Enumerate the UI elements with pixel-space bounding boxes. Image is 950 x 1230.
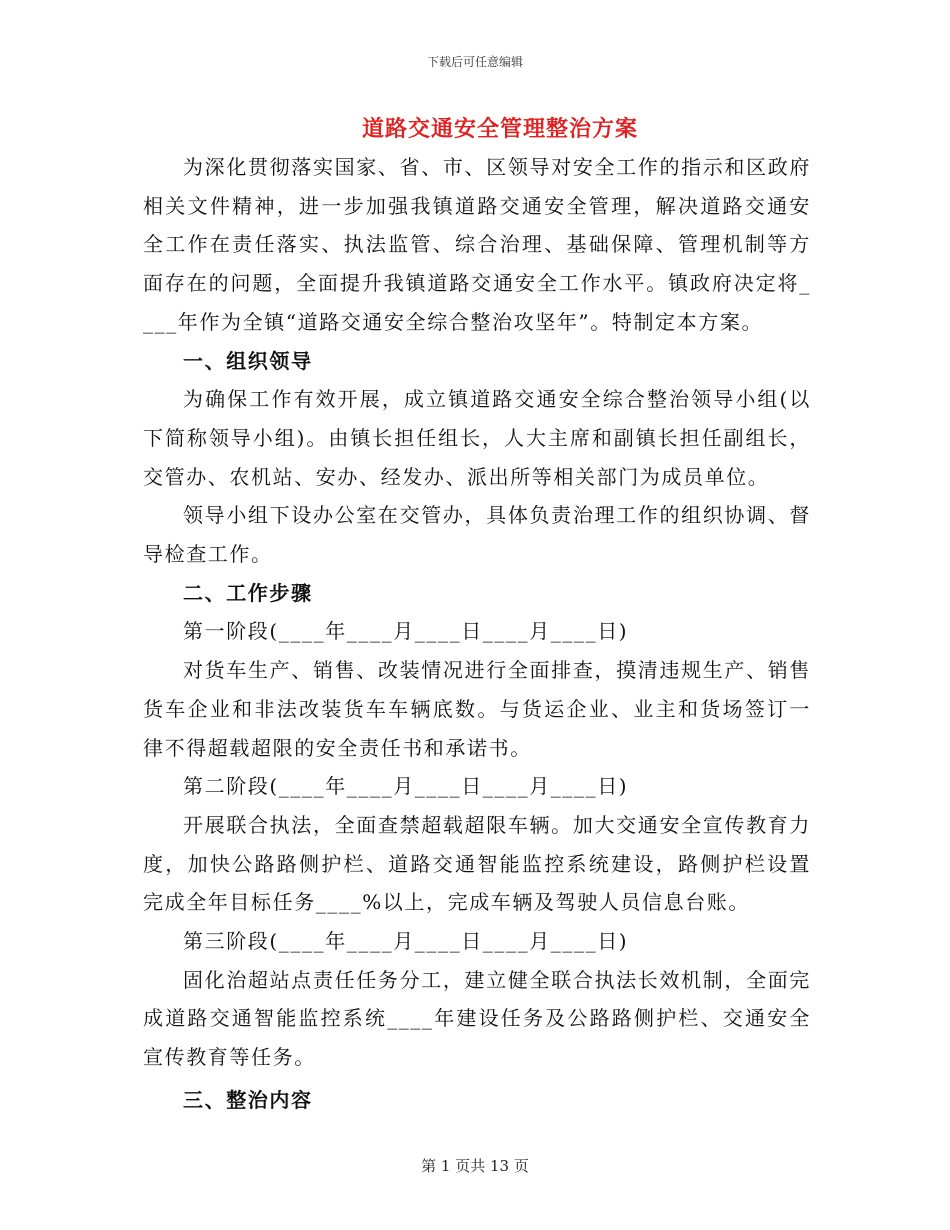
document-title: 道路交通安全管理整治方案 (361, 116, 638, 142)
stage-1-label: 第一阶段(____年____月____日____月____日) (183, 619, 629, 644)
stage-3-label: 第三阶段(____年____月____日____月____日) (183, 929, 629, 954)
intro-paragraph: 为深化贯彻落实国家、省、市、区领导对安全工作的指示和区政府相关文件精神，进一步加强我镇道路交通安全管理，解决道路交通安全工作在责任落实、执法监管、综合治理、基础保障、管理机制等方面存在的问题，全面提升我镇道路交通安全工作水平。镇政府决定将____年作为全镇“道路交通安全综合整治攻坚年”。特制定本方案。 (143, 155, 811, 334)
organization-paragraph-2: 领导小组下设办公室在交管办，具体负责治理工作的组织协调、督导检查工作。 (143, 503, 811, 567)
header-note: 下载后可任意编辑 (426, 55, 523, 69)
section-heading-rectification: 三、整治内容 (183, 1087, 313, 1112)
stage-1-text: 对货车生产、销售、改装情况进行全面排查，摸清违规生产、销售货车企业和非法改装货车车辆底数。与货运企业、业主和货场签订一律不得超载超限的安全责任书和承诺书。 (143, 658, 811, 760)
section-heading-work-steps: 二、工作步骤 (183, 580, 313, 605)
stage-3-text: 固化治超站点责任任务分工，建立健全联合执法长效机制，全面完成道路交通智能监控系统____年建设任务及公路路侧护栏、交通安全宣传教育等任务。 (143, 967, 811, 1070)
organization-paragraph-1: 为确保工作有效开展，成立镇道路交通安全综合整治领导小组(以下简称领导小组)。由镇长担任组长，人大主席和副镇长担任副组长，交管办、农机站、安办、经发办、派出所等相关部门为成员单位。 (143, 387, 811, 489)
stage-2-text: 开展联合执法，全面查禁超载超限车辆。加大交通安全宣传教育力度，加快公路路侧护栏、道路交通智能监控系统建设，路侧护栏设置完成全年目标任务____%以上，完成车辆及驾驶人员信息台账。 (143, 812, 811, 915)
section-heading-organization: 一、组织领导 (183, 348, 313, 373)
document-body (143, 148, 811, 1120)
page-footer: 第 1 页共 13 页 (421, 1157, 529, 1175)
stage-2-label: 第二阶段(____年____月____日____月____日) (183, 774, 629, 799)
